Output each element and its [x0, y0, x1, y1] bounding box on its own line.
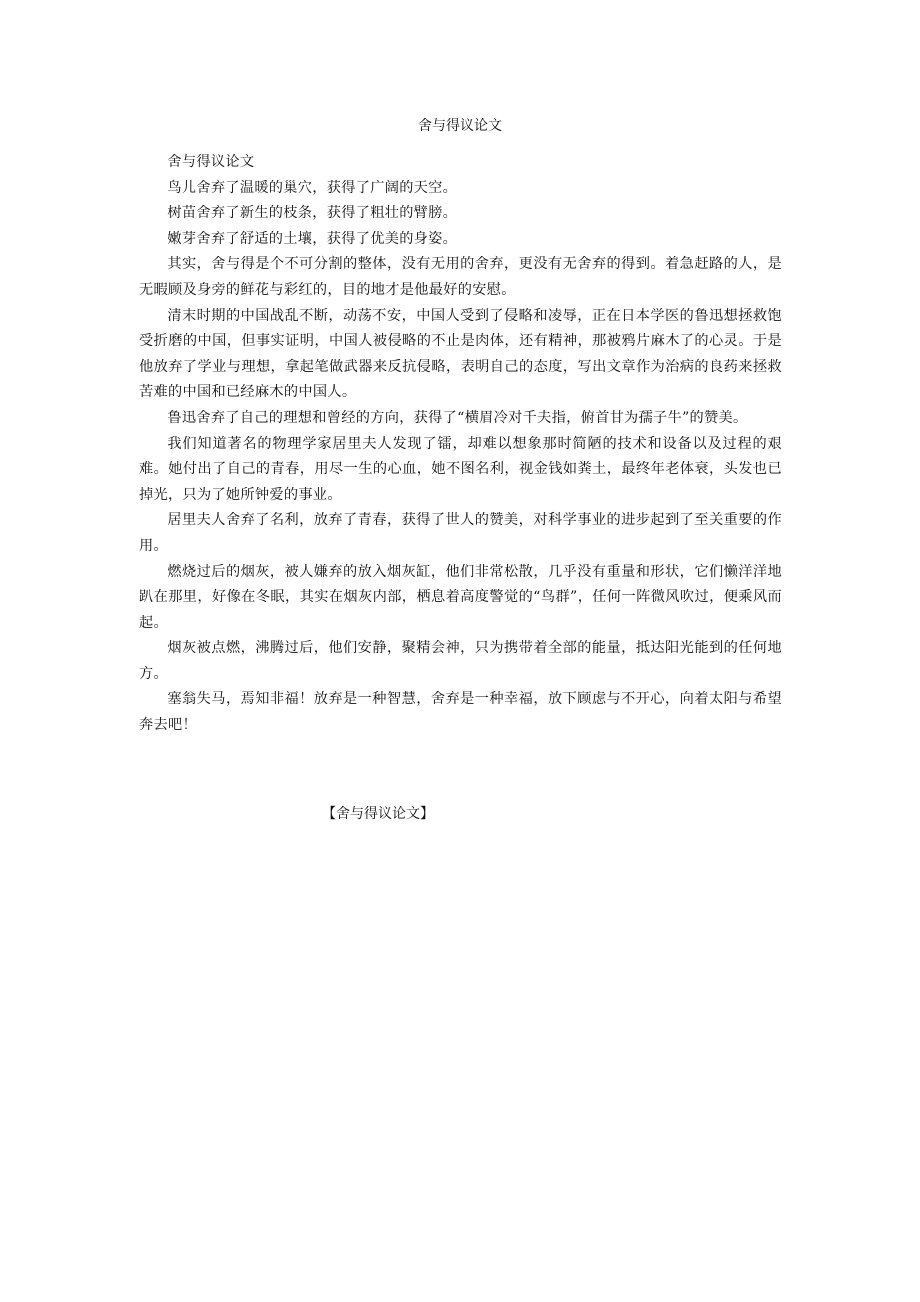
paragraph-5: 其实，舍与得是个不可分割的整体，没有无用的舍弃，更没有无舍弃的得到。着急赶路的人，是无暇顾及身旁的鲜花与彩红的，目的地才是他最好的安慰。: [139, 256, 782, 298]
paragraph-3: 树苗舍弃了新生的枝条，获得了粗壮的臂膀。: [167, 205, 458, 222]
paragraph-6: 清末时期的中国战乱不断，动荡不安，中国人受到了侵略和凌辱，正在日本学医的鲁迅想拯救饱受折磨的中国，但事实证明，中国人被侵略的不止是肉体，还有精神，那被鸦片麻木了的心灵。于是他放弃了学业与理想，拿起笔做武器来反抗侵略，表明自己的态度，写出文章作为治病的良药来拯救苦难的中国和已经麻木的中国人。: [139, 307, 782, 401]
paragraph-9: 居里夫人舍弃了名利，放弃了青春，获得了世人的赞美，对科学事业的进步起到了至关重要的作用。: [139, 512, 782, 554]
document-body: [139, 150, 782, 739]
paragraph-8: 我们知道著名的物理学家居里夫人发现了镭，却难以想象那时简陋的技术和设备以及过程的艰难。她付出了自己的青春，用尽一生的心血，她不图名利，视金钱如粪土，最终年老体衰，头发也已掉光，只为了她所钟爱的事业。: [139, 435, 782, 503]
document-title: 舍与得议论文: [418, 118, 502, 134]
paragraph-2: 鸟儿舍弃了温暖的巢穴，获得了广阔的天空。: [167, 179, 458, 196]
paragraph-1: 舍与得议论文: [167, 154, 255, 170]
footer-title: 【舍与得议论文】: [322, 806, 434, 822]
paragraph-4: 嫩芽舍弃了舒适的土壤，获得了优美的身姿。: [167, 230, 458, 247]
paragraph-11: 烟灰被点燃，沸腾过后，他们安静，聚精会神，只为携带着全部的能量，抵达阳光能到的任何地方。: [139, 640, 782, 682]
paragraph-12: 塞翁失马，焉知非福！放弃是一种智慧，舍弃是一种幸福，放下顾虑与不开心，向着太阳与希望奔去吧！: [139, 691, 782, 734]
paragraph-10: 燃烧过后的烟灰，被人嫌弃的放入烟灰缸，他们非常松散，几乎没有重量和形状，它们懒洋洋地趴在那里，好像在冬眠，其实在烟灰内部，栖息着高度警觉的“鸟群”，任何一阵微风吹过，便乘风而起。: [139, 563, 782, 631]
paragraph-7: 鲁迅舍弃了自己的理想和曾经的方向，获得了“横眉冷对千夫指，俯首甘为孺子牛”的赞美。: [167, 409, 748, 426]
